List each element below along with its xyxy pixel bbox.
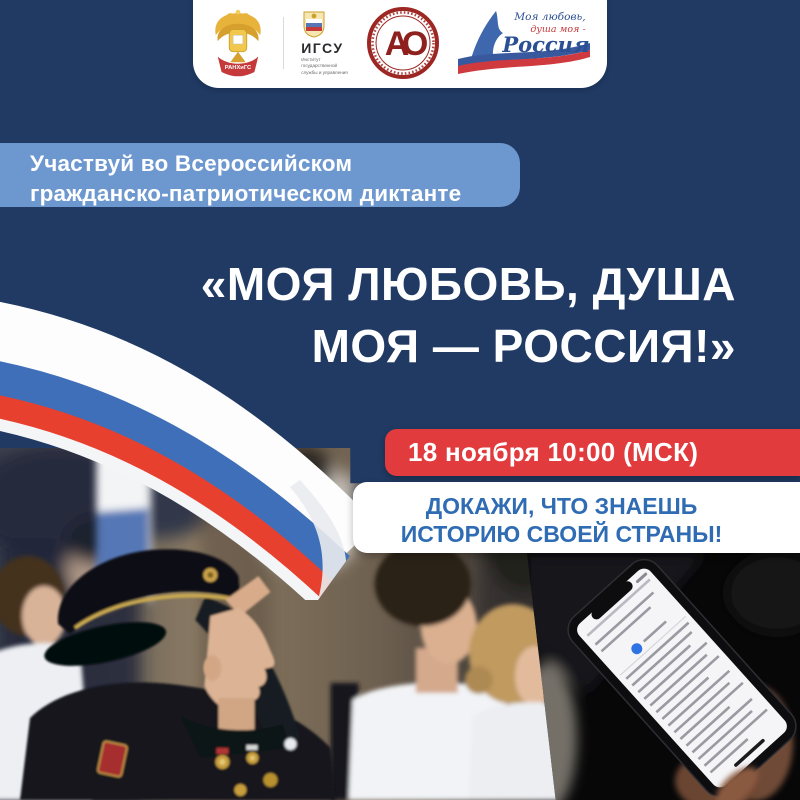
intro-banner-line2: гражданско-патриотическом диктанте [30, 180, 462, 206]
igsu-title: ИГСУ [301, 40, 344, 57]
slogan-line1: Моя любовь, [514, 11, 586, 23]
intro-banner-line1: Участвуй во Всероссийском [30, 151, 353, 176]
igsu-logo [301, 10, 348, 76]
slogan-line3: Россия [502, 32, 590, 57]
header-logo-band [193, 0, 607, 88]
slogan-line2: душа моя - [530, 24, 586, 35]
round-emblem-logo [365, 5, 441, 81]
intro-banner [0, 143, 520, 207]
ranepa-eagle-logo [210, 5, 266, 81]
headline-line2: МОЯ — РОССИЯ!» [311, 320, 736, 372]
chest-badge [285, 738, 297, 750]
tagline-badge [353, 482, 800, 553]
logo-divider [283, 17, 284, 69]
ranepa-ribbon-label: РАНХиГС [224, 65, 252, 72]
slogan-logo [458, 5, 590, 81]
emblem-monogram: АО [384, 25, 422, 63]
tagline-line2: ИСТОРИЮ СВОЕЙ СТРАНЫ! [400, 521, 723, 548]
tagline-line1: ДОКАЖИ, ЧТО ЗНАЕШЬ [425, 493, 698, 519]
headline-line1: «МОЯ ЛЮБОВЬ, ДУША [200, 258, 736, 310]
date-badge: 18 ноября 10:00 (МСК) [385, 429, 800, 476]
photo-phone-quiz [527, 553, 800, 800]
igsu-crest-icon [301, 10, 327, 38]
igsu-subtitle: Институт государственной службы и управления [301, 57, 348, 75]
